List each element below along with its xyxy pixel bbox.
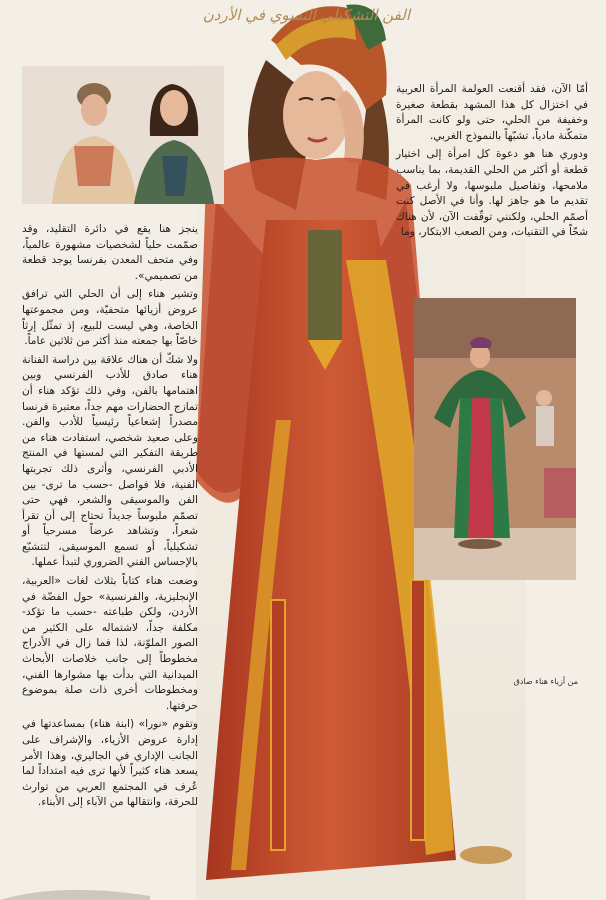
stage-fashion-photo — [414, 298, 576, 580]
article-paragraph: ولا شكّ أن هناك علاقة بين دراسة الفنانة هناء صادق للأدب الفرنسي وبين اهتمامها بالفن، وفي ذلك تؤكد هناء أن تمازج الحضارات مهم جداً، معتبرة فرنسا مصدراً إشعاعياً رئيسياً للأدب والفن. وعلى صعيد شخصي، استفادت هناء من طريقة التفكير التي لمستها في المنتج الأدبي الفرنسي، وأثرى ذلك تجربتها الفنية، فلا فواصل -حسب ما ترى- بين الفن والموسيقى والشعر، فهي حتى تصمّم ملبوساً جديداً تحتاج إلى أن تقرأ شعراً، وتشاهد عرضاً مسرحياً أو تشكيلياً، أو تسمع الموسيقى، لتتشبّع بالإحساس الفني الضروري لتبدأ عملها. — [22, 353, 198, 569]
page-corner-decoration — [0, 876, 150, 900]
article-paragraph: ينجز هنا يقع في دائرة التقليد، وقد صمّمت حلياً لشخصيات مشهورة عالمياً، وفي متحف المعدن بفرنسا يوجد قطعة من تصميمي». — [22, 223, 198, 282]
article-paragraph: ودوري هنا هو دعوة كل امرأة إلى اختيار قطعة أو أكثر من الحلي القديمة، بما يناسب ملامحها، وتفاصيل ملبوسها، ولا أرغب في تقديم ما هو جاهز لها. وأنا في الأصل كنت أصمّم الحلي، ولكنني توقّفت الآن، لأن هناك شحّاً في التقنيات، ومن الصعب الابتكار، وما — [396, 148, 588, 239]
two-women-photo — [22, 66, 224, 204]
article-column-right — [396, 82, 588, 244]
article-paragraph: وتقوم «نورا» (ابنة هناء) بمساعدتها في إدارة عروض الأزياء، والإشراف على الجانب الإداري في الجاليري، وهذا الأمر يسعد هناء كثيراً لأنها ترى فيه امتداداً لما عُرف في المجتمع العربي من توارث للحرفة، وانتقالها من الآباء إلى الأبناء. — [22, 718, 198, 809]
page-header-title: الفن التشكيلي النسوي في الأردن — [202, 6, 410, 24]
article-paragraph: أمّا الآن، فقد أقنعت العولمة المرأة العربية في اختزال كل هذا المشهد بقطعة صغيرة وخفيفة من الحلي، حتى ولو كانت المرأة متمكّنة مادياً، تشبّهاً بالنموذج الغربي. — [396, 83, 588, 142]
article-paragraph: وضعت هناء كتاباً بثلاث لغات «العربية، الإنجليزية، والفرنسية» حول الفضّة في الأردن، ولكن طباعته -حسب ما تؤكد- مكلفة جداً، لاشتماله على الكثير من الصور الملوّنة، لذا فما زال في الأدراج مخطوطاً إلى جانب خلاصات الأبحاث الميدانية التي بدأت بها مشوارها الفني، ومخطوطات أخرى ذات صلة بموضوع حرفتها. — [22, 575, 198, 712]
stage-photo-caption: من أزياء هناء صادق — [513, 677, 578, 686]
article-paragraph: وتشير هناء إلى أن الحلي التي ترافق عروض أزيائها متحفيّة، ومن مجموعتها الخاصة، وهي ليست للبيع، إذ تمثّل إرثاً خاصّاً بها جمعته منذ أكثر من ثلاثين عاماً. — [22, 288, 198, 348]
article-column-left — [22, 222, 198, 814]
